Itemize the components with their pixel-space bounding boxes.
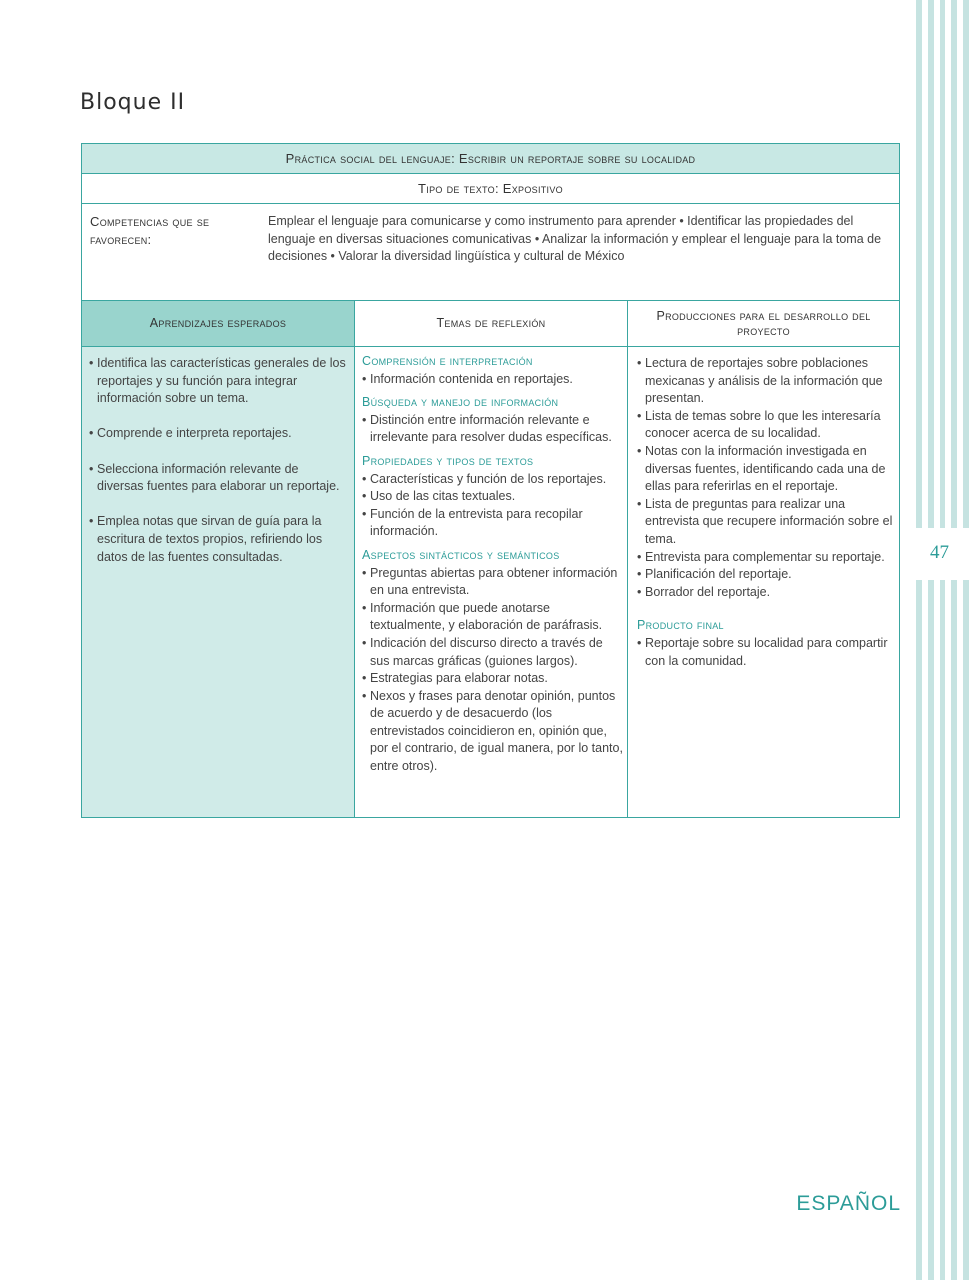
column-header-topics: Temas de reflexión	[355, 301, 628, 346]
column-headers	[82, 301, 899, 347]
production-item: • Lista de preguntas para realizar una entrevista que recupere información sobre el tema.	[637, 496, 895, 549]
practice-header: Práctica social del lenguaje: Escribir un reportaje sobre su localidad	[82, 144, 899, 174]
block-title: Bloque II	[80, 90, 186, 115]
competencies-text: Emplear el lenguaje para comunicarse y como instrumento para aprender • Identificar las propiedades del lenguaje en diversas situaciones comunicativas • Analizar la información y emplear el lenguaje para la toma de decisiones • Valorar la diversidad lingüística y cultural de México	[268, 214, 882, 263]
productions-column	[628, 347, 899, 817]
text-type-header: Tipo de texto: Expositivo	[82, 174, 899, 204]
topic-item: • Características y función de los reportajes.	[362, 471, 623, 489]
final-product-item: • Reportaje sobre su localidad para compartir con la comunidad.	[637, 635, 895, 670]
topic-item: • Función de la entrevista para recopilar información.	[362, 506, 623, 541]
production-item: • Lectura de reportajes sobre poblaciones mexicanas y análisis de la información que presentan.	[637, 355, 895, 408]
topic-section-title: Propiedades y tipos de textos	[362, 453, 534, 468]
subject-label: ESPAÑOL	[796, 1192, 901, 1215]
topic-item: • Uso de las citas textuales.	[362, 488, 623, 506]
production-item: • Borrador del reportaje.	[637, 584, 895, 602]
topic-section-title: Comprensión e interpretación	[362, 354, 533, 368]
topic-section-title: Aspectos sintácticos y semánticos	[362, 547, 560, 562]
decorative-stripes	[914, 0, 972, 1280]
topic-section-title: Búsqueda y manejo de información	[362, 395, 559, 410]
topic-item: • Preguntas abiertas para obtener información en una entrevista.	[362, 565, 623, 600]
learning-item: • Comprende e interpreta reportajes.	[89, 425, 348, 443]
topic-item: • Distinción entre información relevante e irrelevante para resolver dudas específicas.	[362, 412, 623, 447]
topic-section	[362, 453, 623, 541]
topic-section	[362, 353, 623, 388]
topic-item: • Indicación del discurso directo a través de sus marcas gráficas (guiones largos).	[362, 635, 623, 670]
table-body	[82, 347, 899, 817]
topic-item: • Información que puede anotarse textualmente, y elaboración de paráfrasis.	[362, 600, 623, 635]
learning-item: • Identifica las características generales de los reportajes y su función para integrar información sobre un tema.	[89, 355, 348, 408]
learnings-column	[82, 347, 355, 817]
column-header-productions: Producciones para el desarrollo del proyecto	[656, 308, 871, 338]
competencies-row	[82, 204, 899, 301]
topic-item: • Nexos y frases para denotar opinión, puntos de acuerdo y de desacuerdo (los entrevistados coincidieron en, opinión que, por el contrario, de igual manera, por lo tanto, entre otros).	[362, 688, 623, 776]
competencies-label: Competencias que se favorecen:	[90, 214, 210, 247]
topic-section	[362, 547, 623, 776]
topic-item: • Estrategias para elaborar notas.	[362, 670, 623, 688]
page-number: 47	[930, 542, 949, 563]
production-item: • Planificación del reportaje.	[637, 566, 895, 584]
production-item: • Entrevista para complementar su reportaje.	[637, 549, 895, 567]
column-header-learnings: Aprendizajes esperados	[82, 301, 355, 346]
final-product-title: Producto final	[637, 618, 724, 633]
learning-item: • Emplea notas que sirvan de guía para la escritura de textos propios, refiriendo los datos de las fuentes consultadas.	[89, 513, 348, 566]
topic-section	[362, 394, 623, 447]
topic-item: • Información contenida en reportajes.	[362, 371, 623, 389]
curriculum-table	[81, 143, 900, 818]
learning-item: • Selecciona información relevante de diversas fuentes para elaborar un reportaje.	[89, 461, 348, 496]
production-item: • Notas con la información investigada en diversas fuentes, identificando cada una de ellas para referirlas en el reportaje.	[637, 443, 895, 496]
topics-column	[355, 347, 628, 817]
production-item: • Lista de temas sobre lo que les interesaría conocer acerca de su localidad.	[637, 408, 895, 443]
